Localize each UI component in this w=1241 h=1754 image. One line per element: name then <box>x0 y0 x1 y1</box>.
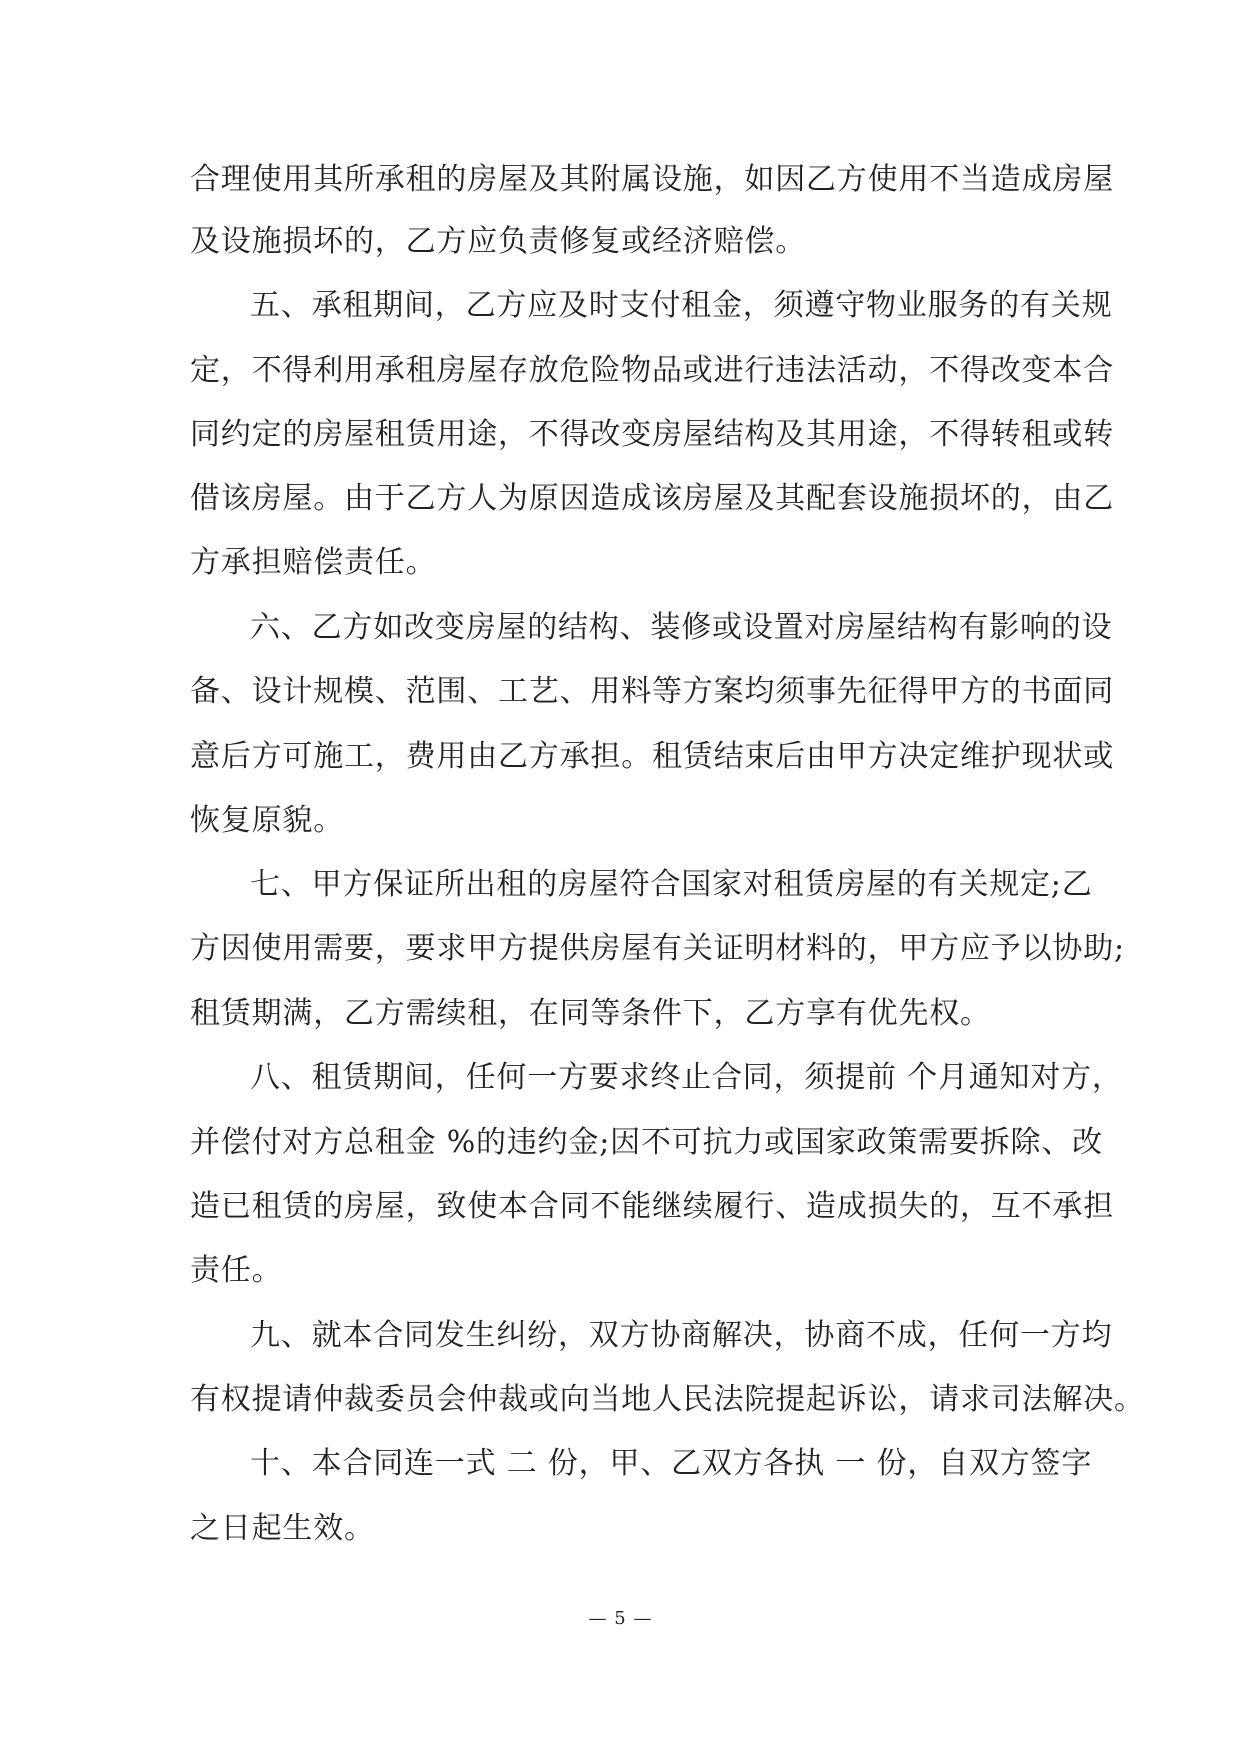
text-line: 意后方可施工，费用由乙方承担。租赁结束后由甲方决定维护现状或 <box>190 739 1114 774</box>
text-line: 有权提请仲裁委员会仲裁或向当地人民法院提起诉讼，请求司法解决。 <box>190 1382 1145 1417</box>
text-line: 之日起生效。 <box>190 1511 375 1546</box>
clause-5-line: 五、承租期间，乙方应及时支付租金，须遵守物业服务的有关规 <box>250 288 1113 323</box>
clause-9-line: 九、就本合同发生纠纷，双方协商解决，协商不成，任何一方均 <box>250 1318 1113 1353</box>
text-line: 借该房屋。由于乙方人为原因造成该房屋及其配套设施损坏的，由乙 <box>190 481 1114 516</box>
text-line: 方承担赔偿责任。 <box>190 545 437 580</box>
text-line: 责任。 <box>190 1253 283 1288</box>
text-line: 方因使用需要，要求甲方提供房屋有关证明材料的，甲方应予以协助; <box>190 931 1125 966</box>
text-line: 同约定的房屋租赁用途，不得改变房屋结构及其用途，不得转租或转 <box>190 417 1114 452</box>
clause-6-line: 六、乙方如改变房屋的结构、装修或设置对房屋结构有影响的设 <box>250 610 1113 645</box>
text-line: 造已租赁的房屋，致使本合同不能继续履行、造成损失的，互不承担 <box>190 1189 1114 1224</box>
text-line: 并偿付对方总租金 %的违约金;因不可抗力或国家政策需要拆除、改 <box>190 1125 1103 1160</box>
text-line: 定，不得利用承租房屋存放危险物品或进行违法活动，不得改变本合 <box>190 353 1114 388</box>
text-line: 租赁期满，乙方需续租，在同等条件下，乙方享有优先权。 <box>190 996 991 1031</box>
clause-10-line: 十、本合同连一式 二 份，甲、乙双方各执 一 份，自双方签字 <box>250 1446 1093 1481</box>
page-number: — 5 — <box>588 1608 653 1629</box>
text-line: 及设施损坏的，乙方应负责修复或经济赔偿。 <box>190 224 806 259</box>
text-line: 备、设计规模、范围、工艺、用料等方案均须事先征得甲方的书面同 <box>190 674 1114 709</box>
text-line: 合理使用其所承租的房屋及其附属设施，如因乙方使用不当造成房屋 <box>190 162 1114 197</box>
clause-8-line: 八、租赁期间，任何一方要求终止合同，须提前 个月通知对方， <box>250 1060 1123 1095</box>
clause-7-line: 七、甲方保证所出租的房屋符合国家对租赁房屋的有关规定;乙 <box>250 867 1093 902</box>
text-line: 恢复原貌。 <box>190 803 344 838</box>
